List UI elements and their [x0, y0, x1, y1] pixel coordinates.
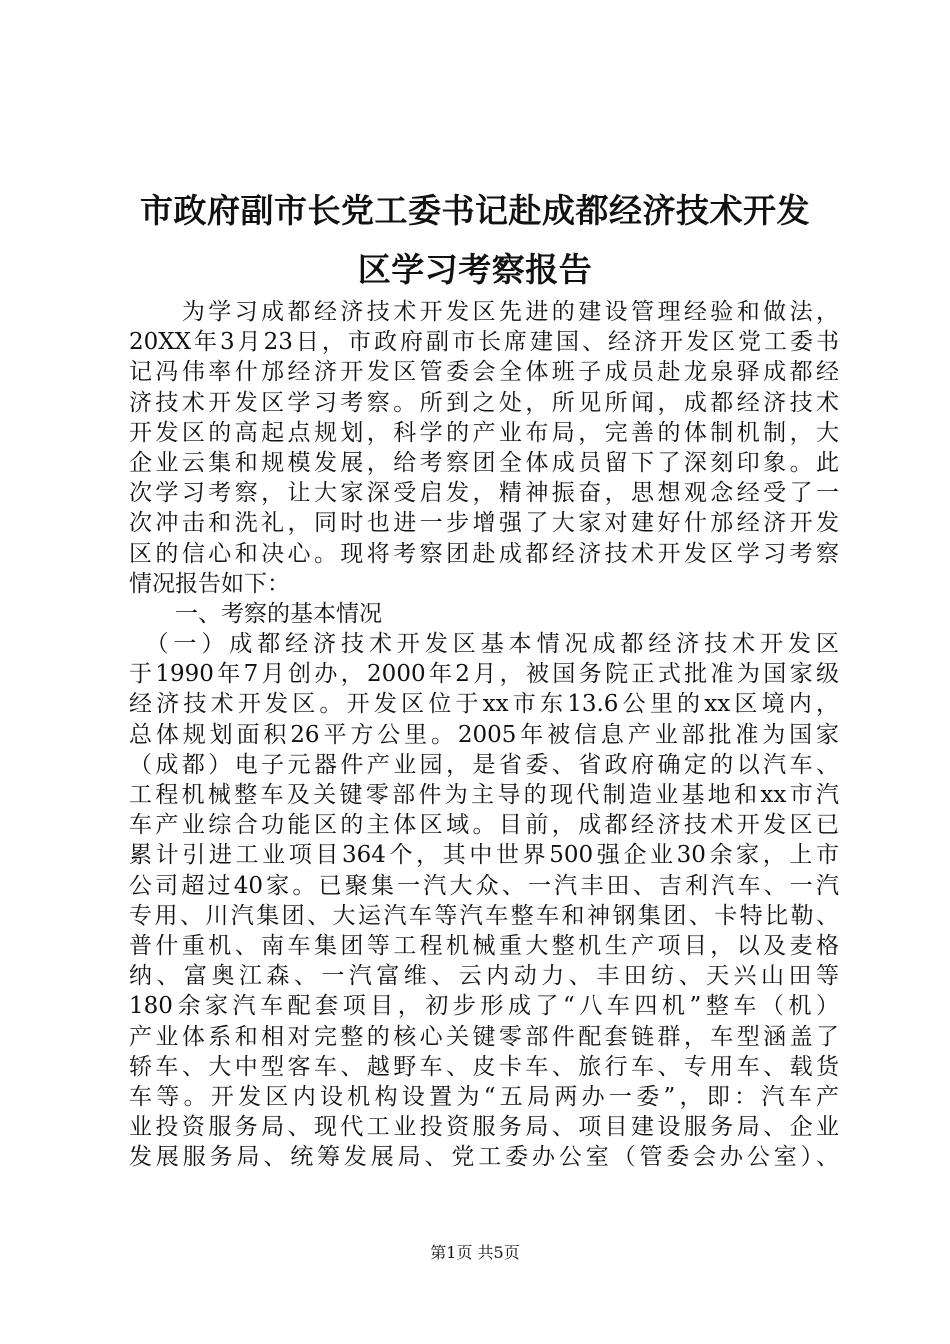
document-title-line-2: 区学习考察报告 — [357, 250, 593, 289]
body-line: 180余家汽车配套项目，初步形成了“八车四机”整车（机） — [129, 993, 839, 1020]
body-line: 公司超过40家。已聚集一汽大众、一汽丰田、吉利汽车、一汽 — [129, 872, 839, 899]
body-line: 次冲击和洗礼，同时也进一步增强了大家对建好什邡经济开发 — [129, 510, 839, 537]
body-line: 纳、富奥江森、一汽富维、云内动力、丰田纺、天兴山田等 — [129, 963, 839, 990]
document-body — [129, 297, 839, 1172]
body-line: 车产业综合功能区的主体区域。目前，成都经济技术开发区已 — [129, 812, 839, 839]
page-number-footer: 第1页 共5页 — [430, 1243, 520, 1262]
body-line: 情况报告如下： — [129, 570, 290, 597]
document-title-line-1: 市政府副市长党工委书记赴成都经济技术开发 — [140, 191, 810, 230]
body-line: 为学习成都经济技术开发区先进的建设管理经验和做法， — [129, 299, 839, 325]
body-line: 累计引进工业项目364个，其中世界500强企业30余家，上市 — [129, 842, 839, 869]
body-line: 工程机械整车及关键零部件为主导的现代制造业基地和xx市汽 — [129, 782, 839, 808]
body-line: 业投资服务局、现代工业投资服务局、项目建设服务局、企业 — [129, 1114, 839, 1141]
body-line: 普什重机、南车集团等工程机械重大整机生产项目，以及麦格 — [129, 932, 839, 959]
body-line: 20XX年3月23日，市政府副市长席建国、经济开发区党工委书 — [129, 329, 839, 356]
body-line: 企业云集和规模发展，给考察团全体成员留下了深刻印象。此 — [129, 449, 839, 476]
body-line: 记冯伟率什邡经济开发区管委会全体班子成员赴龙泉驿成都经 — [129, 359, 839, 386]
body-line: 总体规划面积26平方公里。2005年被信息产业部批准为国家 — [129, 721, 839, 748]
body-line: 于1990年7月创办，2000年2月，被国务院正式批准为国家级 — [129, 661, 839, 688]
body-line: 轿车、大中型客车、越野车、皮卡车、旅行车、专用车、载货 — [129, 1053, 839, 1080]
body-line: 产业体系和相对完整的核心关键零部件配套链群，车型涵盖了 — [129, 1023, 839, 1050]
body-line: （成都）电子元器件产业园，是省委、省政府确定的以汽车、 — [129, 751, 839, 778]
body-line: （一）成都经济技术开发区基本情况成都经济技术开发区 — [129, 631, 839, 658]
body-line: 车等。开发区内设机构设置为“五局两办一委”，即：汽车产 — [129, 1083, 839, 1110]
body-line: 发展服务局、统筹发展局、党工委办公室（管委会办公室）、 — [129, 1144, 839, 1171]
body-line: 济技术开发区学习考察。所到之处，所见所闻，成都经济技术 — [129, 389, 839, 416]
body-line: 专用、川汽集团、大运汽车等汽车整车和神钢集团、卡特比勒、 — [129, 902, 839, 929]
body-line: 开发区的高起点规划，科学的产业布局，完善的体制机制，大 — [129, 419, 839, 446]
body-line: 次学习考察，让大家深受启发，精神振奋，思想观念经受了一 — [129, 480, 839, 507]
body-line: 经济技术开发区。开发区位于xx市东13.6公里的xx区境内， — [129, 691, 839, 718]
section-heading: 一、考察的基本情况 — [129, 600, 382, 627]
body-line: 区的信心和决心。现将考察团赴成都经济技术开发区学习考察 — [129, 540, 839, 567]
